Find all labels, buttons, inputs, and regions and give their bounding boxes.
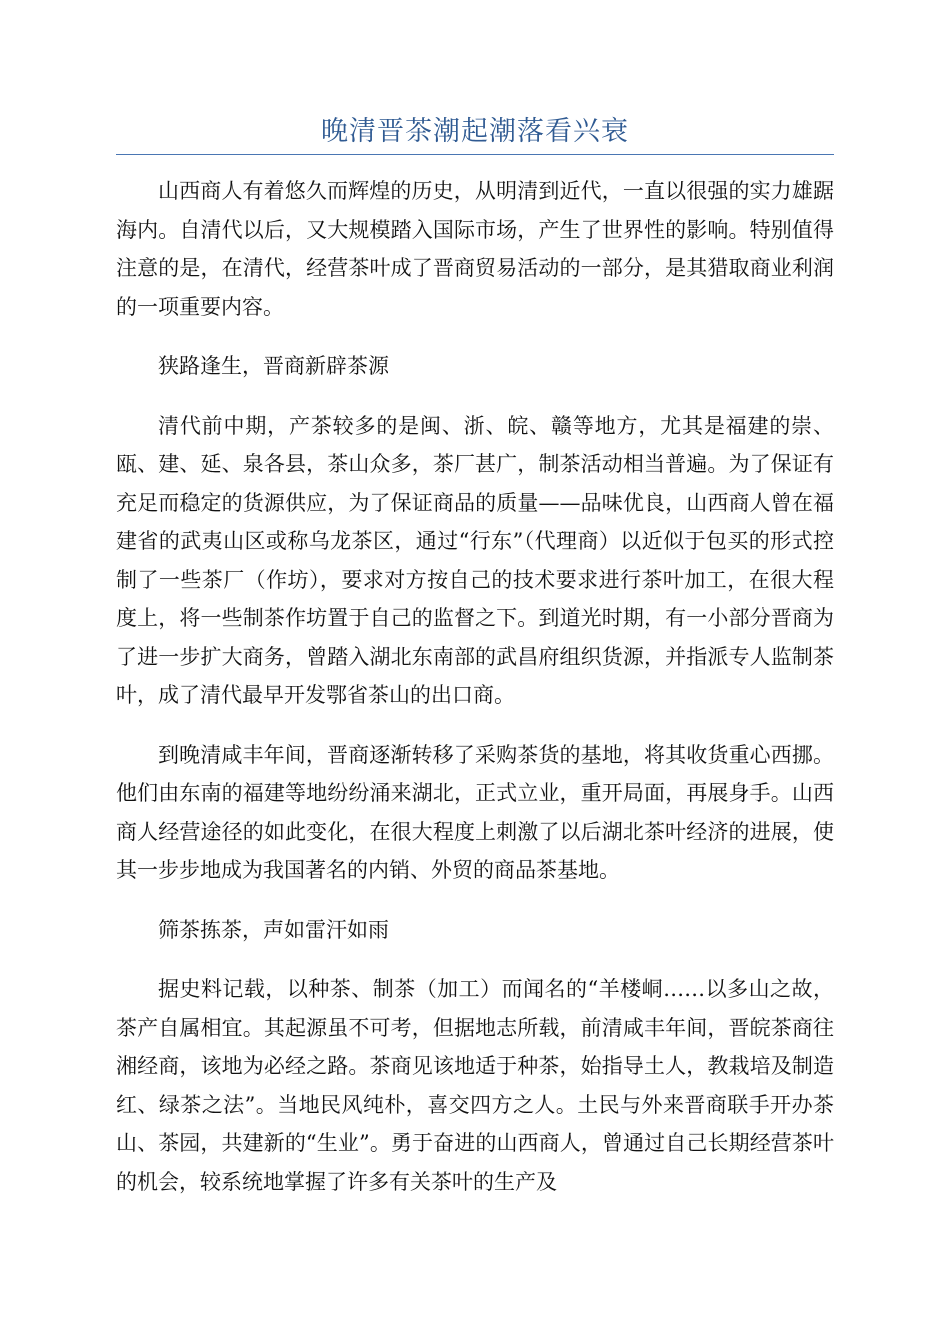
section-heading-2: 筛茶拣茶，声如雷汗如雨	[158, 917, 389, 942]
title-underline	[116, 154, 834, 155]
section-heading-1: 狭路逢生，晋商新辟茶源	[158, 354, 389, 378]
paragraph-historical-records: 据史料记载，以种茶、制茶（加工）而闻名的“羊楼峒……以多山之故，茶产自属相宜。其起源虽不可考，但据地志所载，前清咸丰年间，晋皖茶商往湘经商，该地为必经之路。茶商见该地适于种茶，始指导土人，教栽培及制造红、绿茶之法”。当地民风纯朴，喜交四方之人。土民与外来晋商联手开办茶山、茶园，共建新的“生业”。勇于奋进的山西商人，曾通过自己长期经营茶叶的机会，较系统地掌握了许多有关茶叶的生产及	[116, 977, 834, 1194]
paragraph-early-qing: 清代前中期，产茶较多的是闽、浙、皖、赣等地方，尤其是福建的崇、瓯、建、延、泉各县，茶山众多，茶厂甚广，制茶活动相当普遍。为了保证有充足而稳定的货源供应，为了保证商品的质量——品味优良，山西商人曾在福建省的武夷山区或称乌龙茶区，通过“行东”（代理商）以近似于包买的形式控制了一些茶厂（作坊），要求对方按自己的技术要求进行茶叶加工，在很大程度上，将一些制茶作坊置于自己的监督之下。到道光时期，有一小部分晋商为了进一步扩大商务，曾踏入湖北东南部的武昌府组织货源，并指派专人监制茶叶，成了清代最早开发鄂省茶山的出口商。	[116, 413, 834, 707]
document-title: 晚清晋茶潮起潮落看兴衰	[321, 116, 629, 147]
document-body	[116, 172, 834, 1222]
paragraph-late-qing: 到晚清咸丰年间，晋商逐渐转移了采购茶货的基地，将其收货重心西挪。他们由东南的福建等地纷纷涌来湖北，正式立业，重开局面，再展身手。山西商人经营途径的如此变化，在很大程度上刺激了以后湖北茶叶经济的进展，使其一步步地成为我国著名的内销、外贸的商品茶基地。	[116, 742, 834, 882]
paragraph-intro: 山西商人有着悠久而辉煌的历史，从明清到近代，一直以很强的实力雄踞海内。自清代以后，又大规模踏入国际市场，产生了世界性的影响。特别值得注意的是，在清代，经营茶叶成了晋商贸易活动的一部分，是其猎取商业利润的一项重要内容。	[116, 179, 834, 319]
